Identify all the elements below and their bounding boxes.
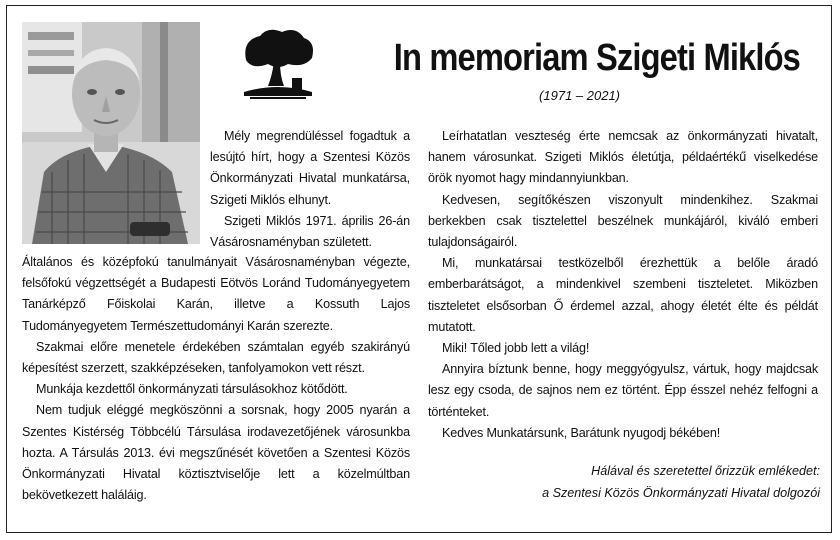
signature-block bbox=[428, 460, 820, 504]
paragraph: Leírhatatlan veszteség érte nemcsak az önkormányzati hivatalt, hanem városunkat. Szigeti Miklós életútja, példaértékű viselkedése örök nyomot hagy mindannyiunkban. bbox=[428, 129, 818, 186]
page-title: In memoriam Szigeti Miklós bbox=[393, 37, 800, 79]
paragraph: Nem tudjuk eléggé megköszönni a sorsnak, hogy 2005 nyarán a Szentes Kistérség Többcélú Társulása irodavezetőjének városunkba hozta. A Társulás 2013. évi megszűnését követően a Szentesi Közös Önkormányzati Hivatal köztisztviselője lett a közelmúltban bekövetkezett haláláig. bbox=[22, 403, 410, 503]
paragraph: Munkája kezdettől önkormányzati társulásokhoz kötődött. bbox=[36, 382, 348, 397]
right-column bbox=[428, 126, 818, 444]
paragraph: Szakmai előre menetele érdekében számtalan egyéb szakirányú képesítést szerzett, szakképzéseken, tanfolyamokon vett részt. bbox=[22, 339, 410, 376]
left-column-bottom bbox=[22, 252, 410, 506]
paragraph: Miki! Tőled jobb lett a világ! bbox=[442, 341, 590, 356]
paragraph: Mély megrendüléssel fogadtuk a lesújtó hírt, hogy a Szentesi Közös Önkormányzati Hivatal munkatársa, Szigeti Miklós elhunyt. bbox=[210, 129, 410, 207]
paragraph: Általános és középfokú tanulmányait Vásárosnaményban végezte, felsőfokú végzettségét a Budapesti Eötvös Loránd Tudományegyetem Tanárképző Főiskolai Karán, illetve a Kossuth Lajos Tudományegyetem Természettudományi Karán szerezte. bbox=[22, 255, 410, 333]
portrait-photo bbox=[22, 22, 200, 244]
signature-line: Hálával és szeretettel őrizzük emlékedet: bbox=[591, 464, 820, 478]
paragraph: Mi, munkatársai testközelből érezhettük a belőle áradó emberbarátságot, a mindenkivel szembeni tiszteletet. Miközben tiszteletet elsősorban Ő érdemel azzal, ahogy életét élte és példát mutatott. bbox=[428, 256, 818, 334]
paragraph: Szigeti Miklós 1971. április 26-án Vásárosnaményban született. bbox=[210, 213, 410, 250]
tree-emblem-icon bbox=[238, 26, 318, 104]
paragraph: Kedvesen, segítőkészen viszonyult mindenkihez. Szakmai berkekben csak tisztelettel beszélnek munkájáról, kiváló emberi tulajdonságairól. bbox=[428, 192, 818, 250]
left-column-top bbox=[210, 126, 410, 253]
paragraph: Kedves Munkatársunk, Barátunk nyugodj békében! bbox=[442, 425, 721, 440]
paragraph: Annyira bíztunk benne, hogy meggyógyulsz, vártuk, hogy majdcsak lesz egy csoda, de sajnos nem ez történt. Épp ésszel nehéz felfogni a történteket. bbox=[428, 362, 818, 419]
life-years: (1971 – 2021) bbox=[539, 88, 620, 103]
signature-line: a Szentesi Közös Önkormányzati Hivatal dolgozói bbox=[542, 486, 820, 500]
